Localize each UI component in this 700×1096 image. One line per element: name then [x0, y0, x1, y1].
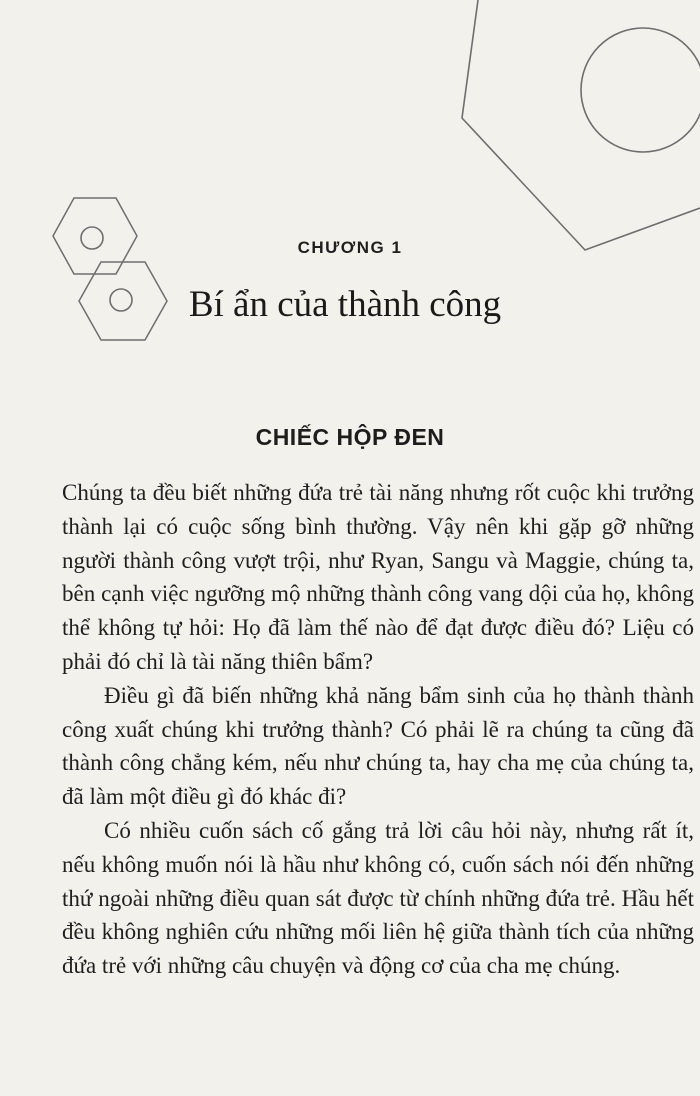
large-hexagon-outline-icon: [462, 0, 700, 250]
chapter-title: Bí ẩn của thành công: [188, 284, 502, 325]
paragraph-1: Chúng ta đều biết những đứa trẻ tài năng nhưng rốt cuộc khi trưởng thành lại có cuộc sống bình thường. Vậy nên khi gặp gỡ những người thành công vượt trội, như Ryan, Sangu và Maggie, chúng ta, bên cạnh việc ngưỡng mộ những thành công vang dội của họ, không thể không tự hỏi: Họ đã làm thế nào để đạt được điều đó? Liệu có phải đó chỉ là tài năng thiên bẩm?: [62, 480, 694, 674]
paragraph-3: Có nhiều cuốn sách cố gắng trả lời câu hỏi này, nhưng rất ít, nếu không muốn nói là hầu như không có, cuốn sách nói đến những thứ ngoài những điều quan sát được từ chính những đứa trẻ. Hầu hết đều không nghiên cứu những mối liên hệ giữa thành tích của những đứa trẻ với những câu chuyện và động cơ của cha mẹ chúng.: [62, 817, 694, 979]
section-heading: CHIẾC HỘP ĐEN: [255, 424, 445, 450]
paragraph-2: Điều gì đã biến những khả năng bẩm sinh của họ thành thành công xuất chúng khi trưởng thành? Có phải lẽ ra chúng ta cũng đã thành công chẳng kém, nếu như chúng ta, hay cha mẹ của chúng ta, đã làm một điều gì đó khác đi?: [62, 682, 694, 810]
chapter-label: CHƯƠNG 1: [297, 238, 403, 257]
body-text: [62, 476, 694, 983]
large-ring-icon: [581, 28, 700, 152]
